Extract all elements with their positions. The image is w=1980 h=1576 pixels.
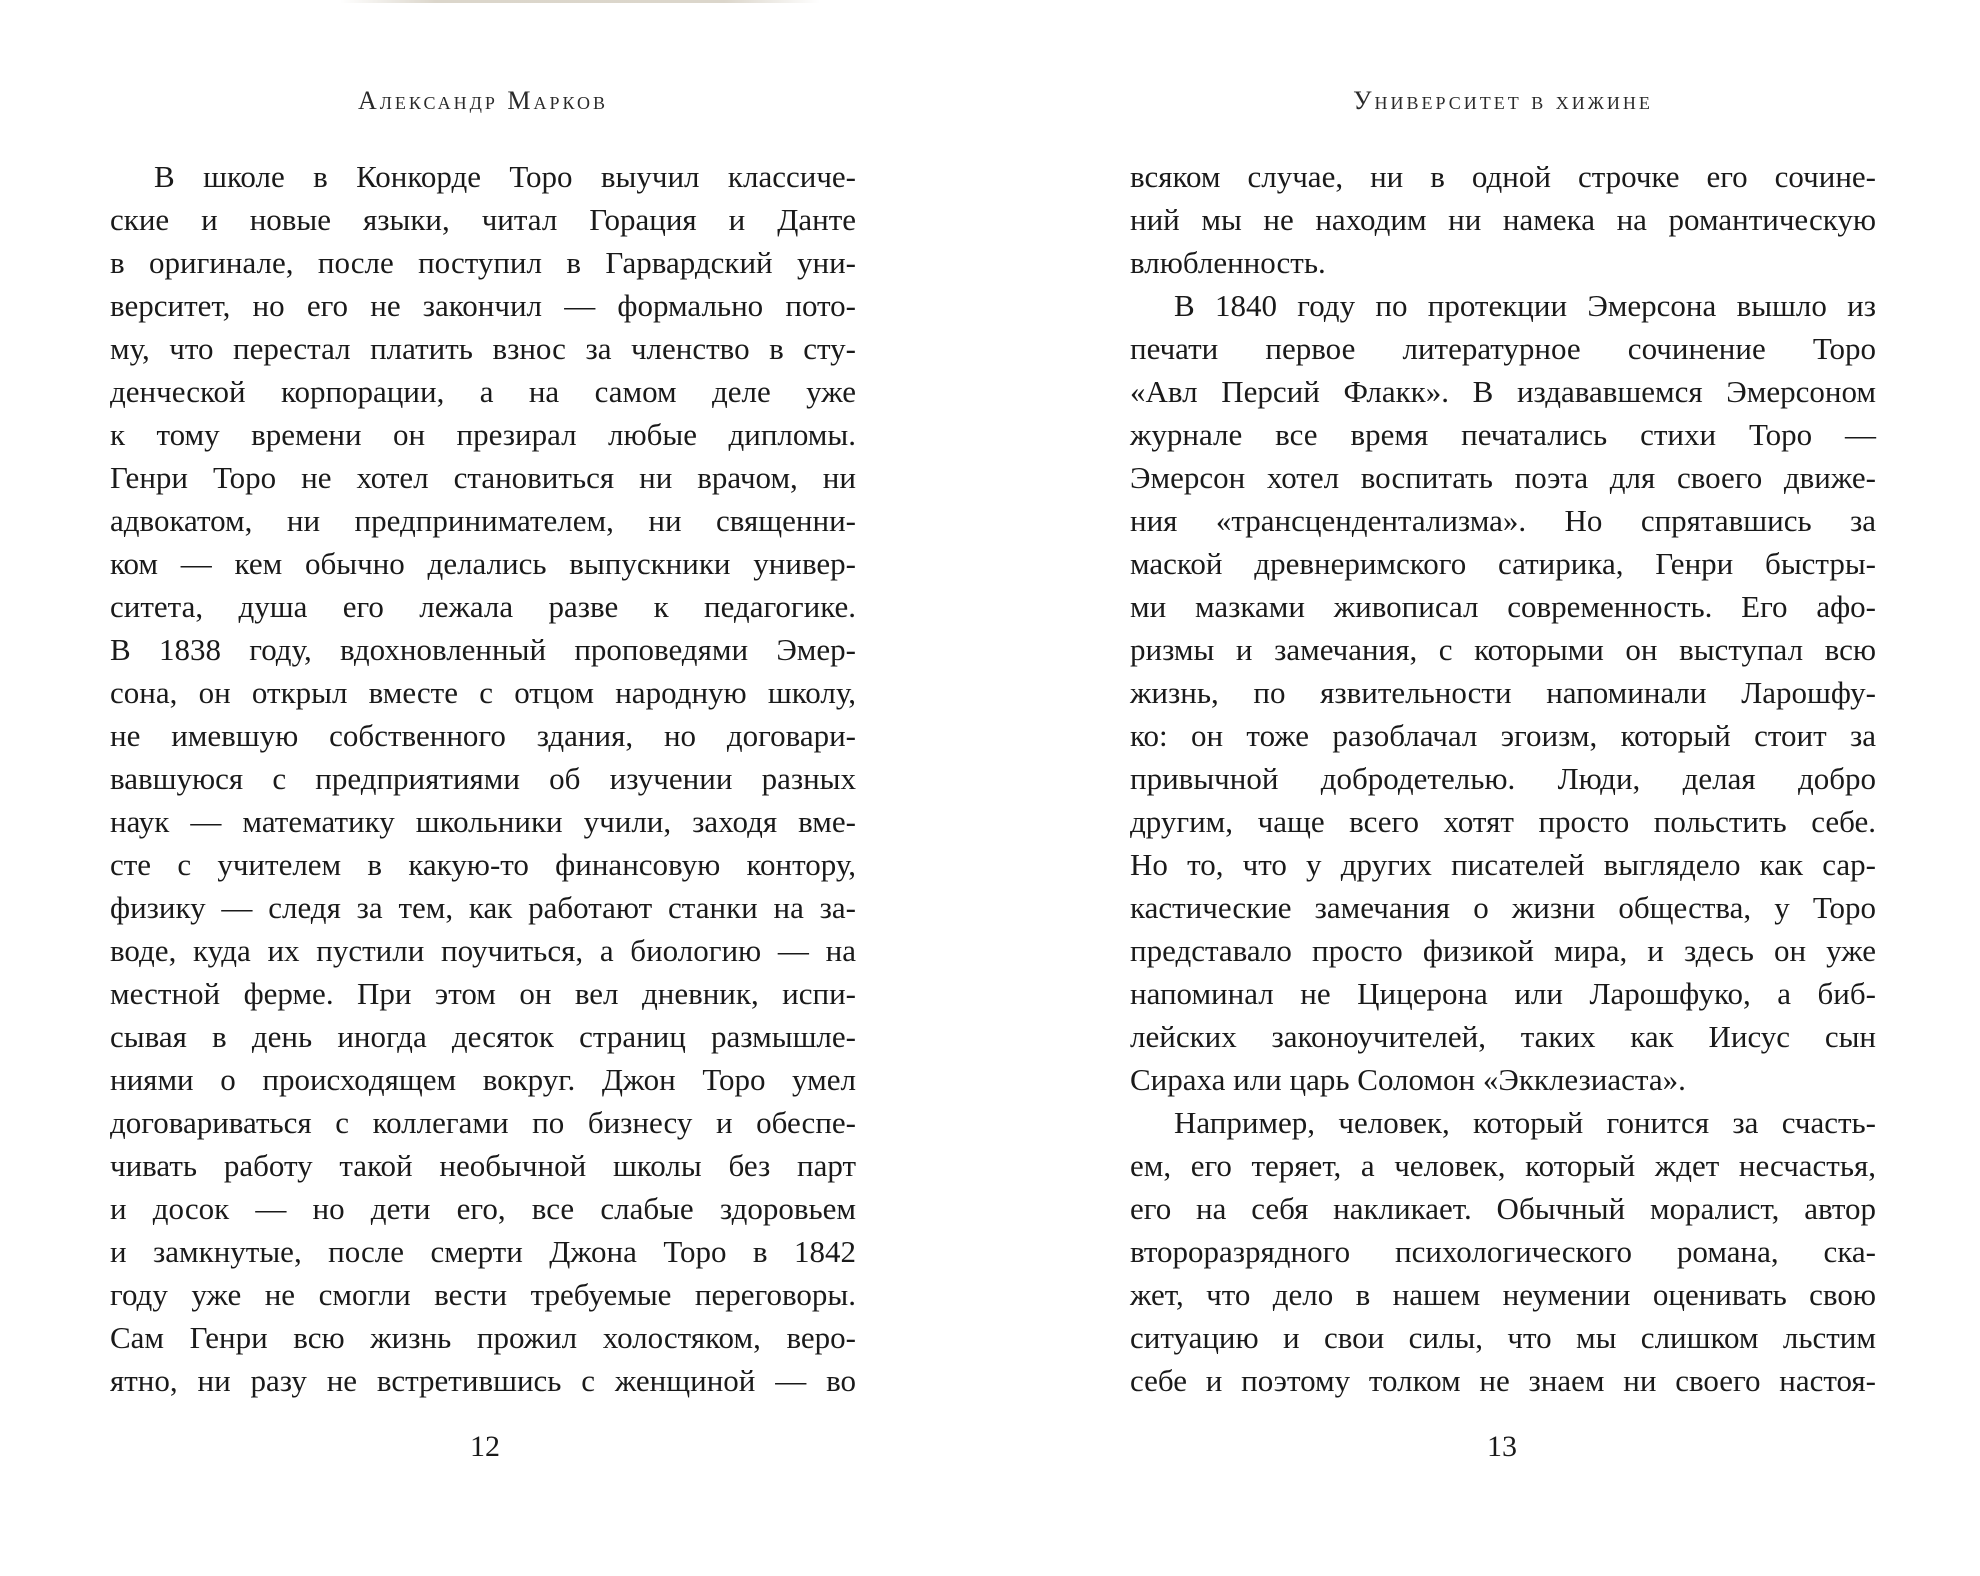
- text-line: его на себя накликает. Обычный моралист, автор: [1130, 1191, 1876, 1226]
- text-line: сона, он открыл вместе с отцом народную школу,: [110, 675, 856, 710]
- left-running-head: Александр Марков: [357, 86, 609, 115]
- text-line: ми мазками живописал современность. Его афо-: [1130, 589, 1876, 624]
- right-text-block: [1130, 155, 1876, 1402]
- text-line: договариваться с коллегами по бизнесу и обеспе-: [110, 1105, 856, 1140]
- text-line: второразрядного психологического романа, ска-: [1130, 1234, 1876, 1269]
- text-line: всяком случае, ни в одной строчке его сочине-: [1130, 159, 1876, 194]
- text-line: ниями о происходящем вокруг. Джон Торо умел: [110, 1062, 856, 1097]
- text-line: не имевшую собственного здания, но договари-: [110, 718, 856, 753]
- text-line: Сам Генри всю жизнь прожил холостяком, веро-: [110, 1320, 856, 1355]
- text-line: ний мы не находим ни намека на романтическую: [1130, 202, 1876, 237]
- text-line: кастические замечания о жизни общества, у Торо: [1130, 890, 1876, 925]
- text-line: воде, куда их пустили поучиться, а биологию — на: [110, 933, 856, 968]
- text-line: В 1840 году по протекции Эмерсона вышло из: [1174, 288, 1876, 323]
- text-line: Эмерсон хотел воспитать поэта для своего движе-: [1130, 460, 1876, 495]
- right-page: [990, 0, 1980, 1576]
- text-line: В 1838 году, вдохновленный проповедями Эмер-: [110, 632, 856, 667]
- text-line: ем, его теряет, а человек, который ждет несчастья,: [1130, 1148, 1876, 1183]
- text-line: местной ферме. При этом он вел дневник, испи-: [110, 976, 856, 1011]
- text-line: Например, человек, который гонится за счасть-: [1174, 1105, 1876, 1140]
- text-line: «Авл Персий Флакк». В издававшемся Эмерсоном: [1130, 374, 1876, 409]
- text-line: му, что перестал платить взнос за членство в сту-: [110, 331, 856, 366]
- text-line: влюбленность.: [1130, 245, 1326, 280]
- text-line: году уже не смогли вести требуемые переговоры.: [110, 1277, 856, 1312]
- text-line: ком — кем обычно делались выпускники универ-: [110, 546, 856, 581]
- text-line: привычной добродетелью. Люди, делая добро: [1130, 761, 1876, 796]
- text-line: себе и поэтому толком не знаем ни своего настоя-: [1130, 1363, 1876, 1398]
- text-line: физику — следя за тем, как работают станки на за-: [110, 890, 856, 925]
- text-line: денческой корпорации, а на самом деле уже: [110, 374, 856, 409]
- text-line: напоминал не Цицерона или Ларошфуко, а биб-: [1130, 976, 1876, 1011]
- text-line: адвокатом, ни предпринимателем, ни священни-: [110, 503, 856, 538]
- text-line: вавшуюся с предприятиями об изучении разных: [110, 761, 856, 796]
- text-line: другим, чаще всего хотят просто польстить себе.: [1130, 804, 1876, 839]
- text-line: сывая в день иногда десяток страниц размышле-: [110, 1019, 856, 1054]
- text-line: печати первое литературное сочинение Торо: [1130, 331, 1876, 366]
- right-page-number: 13: [1487, 1430, 1517, 1463]
- text-line: жет, что дело в нашем неумении оценивать свою: [1130, 1277, 1876, 1312]
- text-line: верситет, но его не закончил — формально пото-: [110, 288, 856, 323]
- text-line: ситета, душа его лежала разве к педагогике.: [110, 589, 856, 624]
- text-line: маской древнеримского сатирика, Генри быстры-: [1130, 546, 1876, 581]
- text-line: ко: он тоже разоблачал эгоизм, который стоит за: [1130, 718, 1876, 753]
- text-line: ские и новые языки, читал Горация и Данте: [110, 202, 856, 237]
- text-line: В школе в Конкорде Торо выучил классиче-: [154, 159, 856, 194]
- text-line: ния «трансцендентализма». Но спрятавшись за: [1130, 503, 1876, 538]
- left-page-number: 12: [470, 1430, 500, 1463]
- text-line: и досок — но дети его, все слабые здоровьем: [110, 1191, 856, 1226]
- text-line: и замкнутые, после смерти Джона Торо в 1842: [110, 1234, 856, 1269]
- text-line: представало просто физикой мира, и здесь он уже: [1130, 933, 1876, 968]
- text-line: к тому времени он презирал любые дипломы.: [110, 417, 856, 452]
- text-line: ризмы и замечания, с которыми он выступал всю: [1130, 632, 1876, 667]
- left-text-block: [110, 155, 856, 1402]
- text-line: жизнь, по язвительности напоминали Ларошфу-: [1130, 675, 1876, 710]
- text-line: чивать работу такой необычной школы без парт: [110, 1148, 856, 1183]
- text-line: ятно, ни разу не встретившись с женщиной — во: [110, 1363, 856, 1398]
- right-running-head: Университет в хижине: [1353, 86, 1653, 115]
- text-line: наук — математику школьники учили, заходя вме-: [110, 804, 856, 839]
- text-line: лейских законоучителей, таких как Иисус сын: [1130, 1019, 1876, 1054]
- text-line: Но то, что у других писателей выглядело как сар-: [1130, 847, 1876, 882]
- text-line: сте с учителем в какую-то финансовую контору,: [110, 847, 856, 882]
- text-line: Сираха или царь Соломон «Экклезиаста».: [1130, 1062, 1686, 1097]
- text-line: ситуацию и свои силы, что мы слишком льстим: [1130, 1320, 1876, 1355]
- text-line: журнале все время печатались стихи Торо —: [1130, 417, 1876, 452]
- text-line: в оригинале, после поступил в Гарвардский уни-: [110, 245, 856, 280]
- text-line: Генри Торо не хотел становиться ни врачом, ни: [110, 460, 856, 495]
